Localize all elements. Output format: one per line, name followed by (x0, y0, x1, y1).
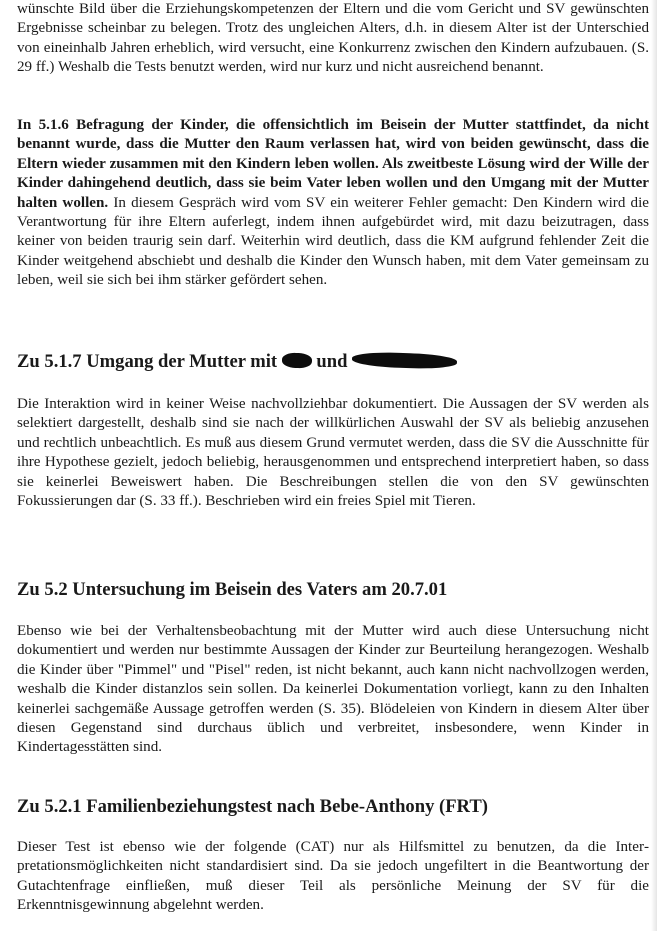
redaction-mark (282, 352, 313, 368)
redaction-mark (352, 351, 457, 370)
heading-5-1-7-text: Zu 5.1.7 Umgang der Mutter mit (17, 351, 282, 372)
heading-5-2-1: Zu 5.2.1 Familienbeziehungstest nach Bebe-Anthony (FRT) (17, 796, 488, 817)
paragraph-5-2-1: Dieser Test ist ebenso wie der folgende (CAT) nur als Hilfsmittel zu benutzen, da die Interpretationsmöglichkeiten nicht standardisiert sind. Da sie jedoch ungefiltert in die Beantwortung der Gutachtenfrage einfließen, muß dieser Teil als persönliche Meinung der SV für die Erkenntnisgewinnung abgelehnt werden. (17, 839, 649, 914)
heading-5-1-7-connector: und (311, 351, 353, 372)
paragraph-5-1-7: Die Interaktion wird in keiner Weise nachvollziehbar dokumentiert. Die Aussagen der SV werden als selektiert dargestellt, deshalb sind sie nach der willkürlichen Auswahl der SV als beliebig anzusehen und rechtlich unbeachtlich. Es muß aus diesem Grund vermutet werden, dass die SV die Ausschnitte für ihre Hypothese gezielt, jedoch beliebig, herausgenommen und entsprechend interpretiert haben, so dass sie keinerlei Beweiswert haben. Die Beschreibungen stellen die von den SV gewünschten Fokussierungen dar (S. 33 ff.). Beschrieben wird ein freies Spiel mit Tieren. (17, 396, 649, 510)
paragraph-5-2: Ebenso wie bei der Verhaltensbeobachtung mit der Mutter wird auch diese Untersuchung nicht dokumentiert und werden nur bestimmte Aussagen der Kinder zur Beurteilung herangezogen. Weshalb die Kinder über "Pimmel" und "Pisel" reden, ist nicht bekannt, auch kann nicht nachvollzogen werden, weshalb die Kinder distanzlos sein sollen. Da keinerlei Dokumentation vorliegt, kann zu den Inhalten keinerlei sachgemäße Aussage getroffen werden (S. 35). Blödeleien von Kindern in diesem Alter über diesen Gegenstand sind durchaus üblich und verbreitet, insbesondere, wenn Kinder in Kindertagesstätten sind. (17, 623, 649, 756)
page-edge-shadow (651, 0, 657, 931)
paragraph-5-1-6-bold: In 5.1.6 Befragung der Kinder, die offensichtlich im Beisein der Mutter stattfindet, da nicht benannt wurde, dass die Mutter den Raum verlassen hat, wird von beiden gewünscht, dass die Eltern wieder zusammen mit den Kindern leben wollen. Als zweitbeste Lösung wird der Wille der Kinder dahingehend deutlich, dass sie beim Vater leben wollen und den Umgang mit der Mutter halten wollen. (17, 117, 649, 211)
heading-5-2: Zu 5.2 Untersuchung im Beisein des Vaters am 20.7.01 (17, 579, 448, 600)
heading-5-1-7 (17, 350, 457, 374)
paragraph-intro-continued: wünschte Bild über die Erziehungskompetenzen der Eltern und die vom Gericht und SV gewünschten Ergebnisse scheinbar zu belegen. Trotz des ungleichen Alters, d.h. in diesem Alter ist der Unterschied von eineinhalb Jahren erheblich, wird versucht, eine Konkurrenz zwischen den Kindern aufzubauen. (S. 29 ff.) Weshalb die Tests benutzt werden, wird nur kurz und nicht ausreichend benannt. (17, 1, 649, 76)
paragraph-5-1-6 (17, 116, 649, 291)
paragraph-5-1-6-rest: In diesem Gespräch wird vom SV ein weiterer Fehler gemacht: Den Kindern wird die Verantwortung für ihre Eltern auferlegt, indem ihnen aufgebürdet wird, mit dazu beizutragen, dass keiner von beiden traurig sein darf. Weiterhin wird deutlich, dass die KM aufgrund fehlender Zeit die Kinder weitgehend abschiebt und deshalb die Kinder den Wunsch haben, mit dem Vater gemeinsam zu leben, weil sie sich bei ihm stärker gefördert sehen. (17, 194, 649, 289)
